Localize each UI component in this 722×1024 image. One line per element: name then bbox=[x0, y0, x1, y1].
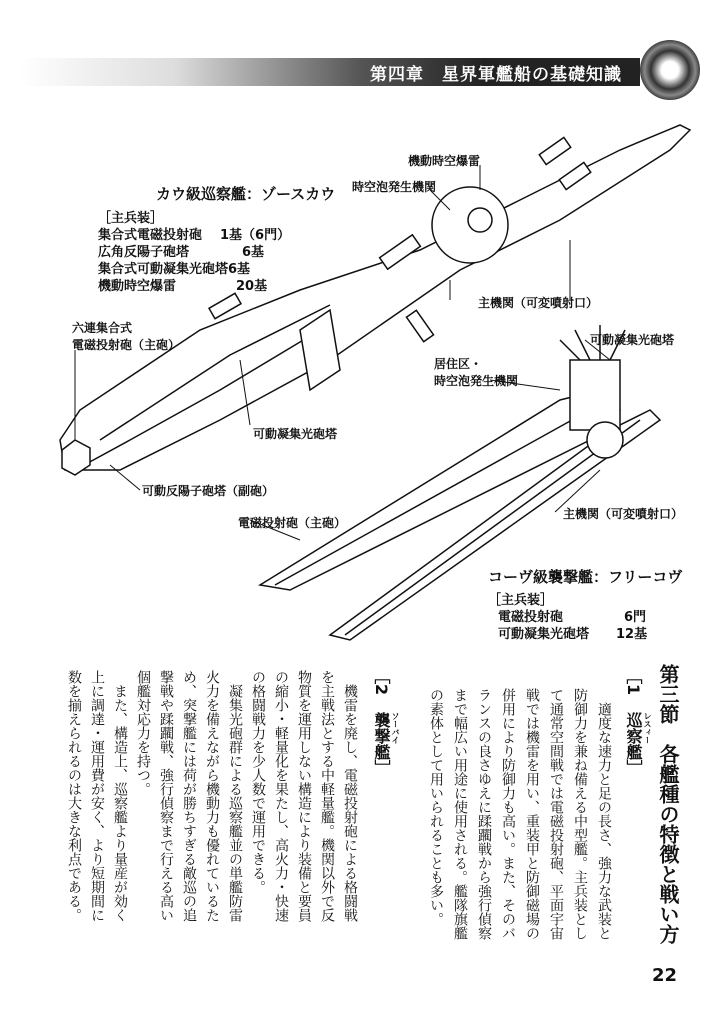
armament-heading: ［主兵装］ bbox=[98, 211, 164, 226]
part1-title: 巡察艦］ bbox=[624, 712, 643, 776]
weapon-name: 可動凝集光砲塔 bbox=[498, 627, 590, 642]
part2-title: 襲撃艦］ bbox=[372, 712, 391, 776]
text-column: 戦では機雷を用い、重装甲と防御磁場の bbox=[524, 688, 540, 940]
armament-row bbox=[488, 626, 647, 643]
patrol-ship-armament bbox=[98, 210, 290, 295]
chapter-title: 第四章 星界軍艦船の基礎知識 bbox=[370, 65, 622, 85]
text-column: の縮小・軽量化を果たし、高火力・快速 bbox=[273, 670, 289, 922]
raider-ship-armament bbox=[488, 592, 647, 643]
part2-number: ［2 bbox=[372, 668, 391, 696]
label-bubble-engine: 時空泡発生機関 bbox=[352, 180, 437, 194]
text-column: 凝集光砲群による巡察艦並の単艦防雷 bbox=[227, 670, 243, 922]
part1-ruby: レスィー bbox=[643, 712, 652, 744]
label-mine: 機動時空爆雷 bbox=[408, 154, 481, 168]
text-column: 数を揃えられるのは大きな利点である。 bbox=[66, 670, 82, 922]
text-column: の素体として用いられることも多い。 bbox=[428, 688, 444, 926]
armament-row bbox=[98, 227, 290, 244]
label-raider-railgun: 電磁投射砲（主砲） bbox=[238, 516, 347, 530]
armament-heading: ［主兵装］ bbox=[488, 593, 554, 608]
label-main-engine: 主機関（可変噴射口） bbox=[478, 296, 599, 310]
part1-body bbox=[420, 688, 616, 950]
weapon-qty: 1基（6門） bbox=[220, 228, 291, 243]
weapon-qty: 20基 bbox=[236, 279, 268, 294]
armament-row bbox=[98, 244, 290, 261]
label-quarters: 居住区・ 時空泡発生機関 bbox=[434, 357, 519, 388]
text-column: 併用により防御力も高い。また、そのバ bbox=[500, 688, 516, 940]
text-column: 上に調達・運用費が安く、より短期間に bbox=[89, 670, 105, 922]
text-column: まで幅広い用途に使用される。艦隊旗艦 bbox=[452, 688, 468, 940]
weapon-qty: 12基 bbox=[616, 627, 648, 642]
part2-ruby: ソーバイ bbox=[391, 712, 400, 744]
weapon-qty: 6門 bbox=[624, 610, 647, 625]
label-railgun: 六連集合式 電磁投射砲（主砲） bbox=[72, 321, 181, 352]
label-raider-engine: 主機関（可変噴射口） bbox=[563, 507, 684, 521]
weapon-name: 広角反陽子砲塔 bbox=[98, 245, 190, 260]
label-laser-turret: 可動凝集光砲塔 bbox=[253, 427, 338, 441]
page-number: 22 bbox=[652, 965, 678, 986]
patrol-ship-title: カウ級巡察艦：ゾースカウ bbox=[156, 185, 336, 203]
text-column: 機雷を廃し、電磁投射砲による格闘戦 bbox=[342, 670, 358, 922]
part2-body bbox=[62, 670, 361, 932]
text-column: を主戦法とする中軽量艦。機関以外で反 bbox=[319, 670, 335, 922]
weapon-name: 集合式電磁投射砲 bbox=[98, 228, 203, 243]
text-column: 個艦対応力を持つ。 bbox=[135, 670, 151, 796]
text-column: 撃戦や蹂躙戦、強行偵察まで行える高い bbox=[158, 670, 174, 922]
weapon-name: 機動時空爆雷 bbox=[98, 279, 177, 294]
raider-ship-title: コーヴ級襲撃艦：フリーコヴ bbox=[488, 568, 683, 586]
text-column: 火力を備えながら機動力も優れているた bbox=[204, 670, 220, 922]
weapon-qty: 6基 bbox=[242, 245, 265, 260]
weapon-qty: 6基 bbox=[228, 262, 251, 277]
text-column: 物質を運用しない構造により装備と要員 bbox=[296, 670, 312, 922]
text-column: め、突撃艦には荷が勝ちすぎる敵巡の追 bbox=[181, 670, 197, 922]
text-column: の格闘戦力を少人数で運用できる。 bbox=[250, 670, 266, 894]
armament-row bbox=[98, 278, 290, 295]
armament-row bbox=[488, 609, 647, 626]
text-column: て通常空間戦では電磁投射砲、平面宇宙 bbox=[548, 688, 564, 940]
part1-number: ［1 bbox=[624, 668, 643, 696]
section-heading: 第三節 各艦種の特徴と戦い方 bbox=[656, 664, 680, 944]
text-column: 防御力を兼ね備える中型艦。主兵装とし bbox=[572, 688, 588, 940]
weapon-name: 集合式可動凝集光砲塔 bbox=[98, 262, 229, 277]
weapon-name: 電磁投射砲 bbox=[498, 610, 564, 625]
armament-row bbox=[98, 261, 290, 278]
text-column: また、構造上、巡察艦より量産が効く bbox=[112, 670, 128, 922]
label-antiproton-turret: 可動反陽子砲塔（副砲） bbox=[142, 484, 275, 498]
text-column: 適度な速力と足の長さ、強力な武装と bbox=[596, 688, 612, 940]
label-raider-laser: 可動凝集光砲塔 bbox=[590, 333, 675, 347]
text-column: ランスの良さゆえに蹂躙戦から強行偵察 bbox=[476, 688, 492, 940]
